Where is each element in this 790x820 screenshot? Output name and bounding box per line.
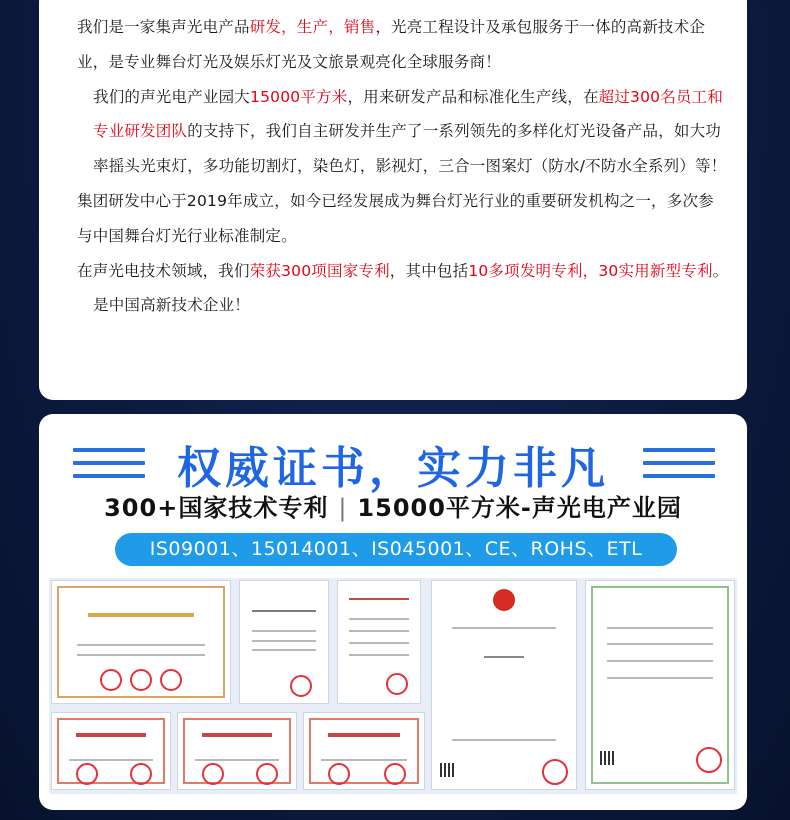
body-text: 。 <box>712 261 729 280</box>
certificate-image <box>431 580 577 790</box>
highlighted-text: 15000平方米 <box>250 87 348 106</box>
industrial-park-text: 15000平方米-声光电产业园 <box>357 494 682 522</box>
body-text: 集团研发中心于2019年成立，如今已经发展成为舞台灯光行业的重要研发机构之一，多次参与中国舞台灯光行业标准制定。 <box>77 191 714 245</box>
body-text: ，用来研发产品和标准化生产线，在 <box>347 87 599 106</box>
intro-paragraph-3 <box>59 184 729 254</box>
intro-paragraph-2 <box>59 80 729 184</box>
certificate-image <box>177 712 297 790</box>
body-text: 我们是一家集声光电产品 <box>77 18 250 36</box>
intro-paragraph-4 <box>59 254 729 289</box>
body-text: 我们的声光电产业园大 <box>93 87 251 106</box>
body-text: 的支持下，我们自主研发并生产了一系列领先的多样化灯光设备产品，如大功率摇头光束灯，多功能切割灯，染色灯，影视灯，三合一图案灯（防水/不防水全系列）等！ <box>93 122 727 176</box>
certificates-card <box>39 414 747 810</box>
standards-badge: IS09001、15014001、IS045001、CE、ROHS、ETL <box>115 533 677 566</box>
body-text: ，其中包括 <box>389 261 469 280</box>
highlighted-text: 荣获300项国家专利 <box>249 261 390 280</box>
certificate-image <box>51 712 171 790</box>
patents-count-text: 300+国家技术专利 <box>104 494 329 522</box>
intro-paragraph-1 <box>59 10 729 80</box>
decorative-stripes-right <box>643 448 715 488</box>
certificate-image <box>337 580 421 704</box>
highlighted-text: 研发，生产，销售 <box>249 18 376 36</box>
certificates-title: 权威证书，实力非凡 <box>177 443 609 494</box>
company-intro-card <box>39 0 747 400</box>
body-text: 是中国高新技术企业！ <box>93 296 251 315</box>
body-text: 在声光电技术领域，我们 <box>77 261 250 280</box>
certificate-image <box>239 580 329 704</box>
body-text: ，光亮工程设计及承包服务于一体的高新技术企业，是专业舞台灯光及娱乐灯光及文旅景观亮化全球服务商！ <box>77 18 706 71</box>
certificates-banner <box>39 432 747 492</box>
certificate-image <box>51 580 231 704</box>
highlighted-text: 超过300名员工和专业研发团队 <box>93 87 724 141</box>
certificates-subtitle <box>39 488 747 523</box>
highlighted-text: 10多项发明专利，30实用新型专利 <box>468 261 713 280</box>
subtitle-separator: | <box>338 494 348 522</box>
certificate-image <box>303 712 425 790</box>
intro-paragraph-5 <box>59 288 729 323</box>
certificate-image <box>585 580 735 790</box>
certificate-gallery <box>49 578 737 794</box>
